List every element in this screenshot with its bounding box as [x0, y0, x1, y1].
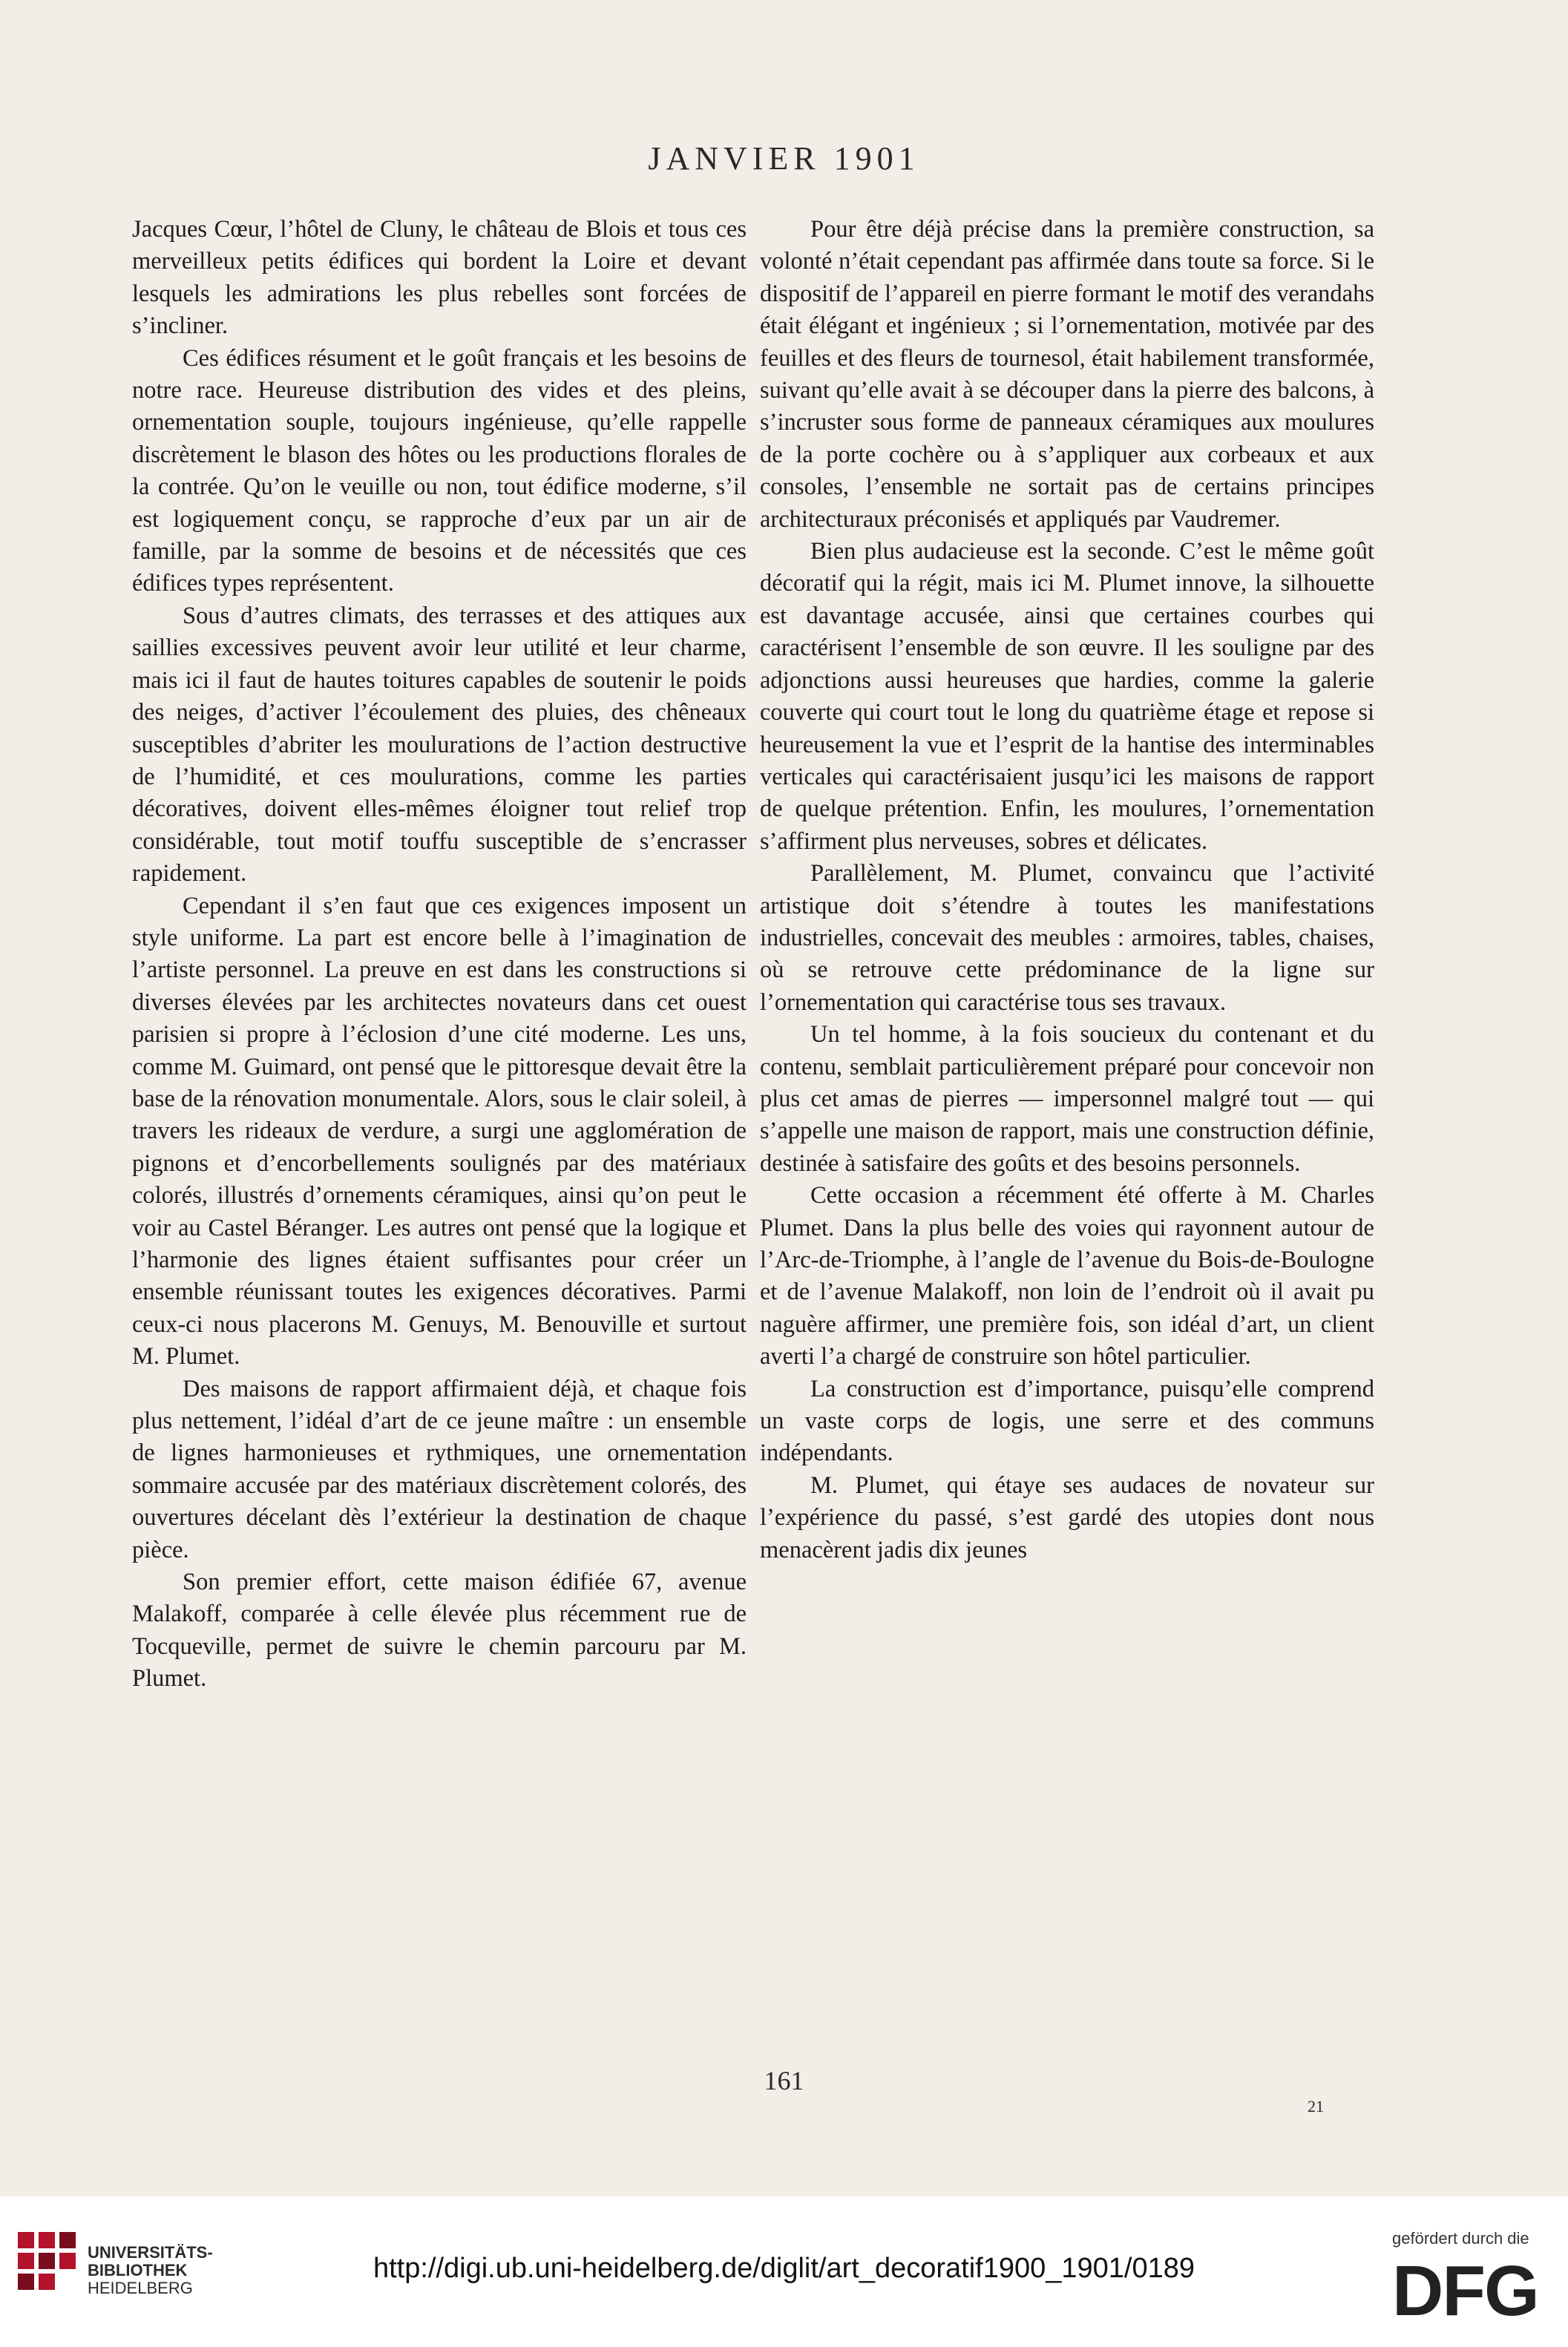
digitization-footer [0, 2196, 1568, 2347]
funding-note: gefördert durch die [1392, 2229, 1529, 2248]
source-url[interactable]: http://digi.ub.uni-heidelberg.de/diglit/art_decoratif1900_1901/0189 [373, 2253, 1195, 2284]
right-column [760, 214, 1374, 1566]
paragraph: Son premier effort, cette maison édifiée 67, avenue Malakoff, comparée à celle élevée plus récemment rue de Tocqueville, permet de suivre le chemin parcouru par M. Plumet. [132, 1569, 747, 1693]
dfg-logo: DFG [1392, 2251, 1538, 2331]
paragraph: Un tel homme, à la fois soucieux du contenant et du contenu, semblait particulièrement préparé pour concevoir non plus cet amas de pierres — impersonnel malgré tout — qui s’appelle une maison de rapport, mais une construction définie, destinée à satisfaire des goûts et des besoins personnels. [760, 1021, 1374, 1177]
signature-mark: 21 [1308, 2097, 1324, 2115]
running-head: JANVIER 1901 [648, 140, 920, 177]
library-name: UNIVERSITÄTS- BIBLIOTHEK HEIDELBERG [88, 2243, 213, 2297]
paragraph: M. Plumet, qui étaye ses audaces de novateur sur l’expérience du passé, s’est gardé des utopies dont nous menacèrent jadis dix jeunes [760, 1471, 1374, 1563]
paragraph: Ces édifices résument et le goût français et les besoins de notre race. Heureuse distribution des vides et des pleins, ornementation souple, toujours ingénieuse, qu’elle rappelle discrètement le blason des hôtes ou les productions florales de la contrée. Qu’on le veuille ou non, tout édifice moderne, s’il est logiquement conçu, se rapproche d’eux par un air de famille, par la somme de besoins et de nécessités que ces édifices types représentent. [132, 344, 747, 597]
paragraph: Pour être déjà précise dans la première construction, sa volonté n’était cependant pas affirmée dans toute sa force. Si le dispositif de l’appareil en pierre formant le motif des verandahs était élégant et ingénieux ; si l’ornementation, motivée par des feuilles et des fleurs de tournesol, était habilement transformée, suivant qu’elle avait à se découper dans la pierre des balcons, à s’incruster sous forme de panneaux céramiques aux moulures de la porte cochère ou à s’appliquer aux corbeaux et aux consoles, l’ensemble ne sortait pas de certains principes architecturaux préconisés et appliqués par Vaudremer. [760, 216, 1374, 533]
paragraph: Des maisons de rapport affirmaient déjà, et chaque fois plus nettement, l’idéal d’art de ce jeune maître : un ensemble de lignes harmonieuses et rythmiques, une ornementation sommaire accusée par des matériaux discrètement colorés, des ouvertures décelant dès l’extérieur la destination de chaque pièce. [132, 1375, 747, 1563]
paragraph: Cependant il s’en faut que ces exigences imposent un style uniforme. La part est encore belle à l’imagination de l’artiste personnel. La preuve en est dans les constructions si diverses élevées par les architectes novateurs dans cet ouest parisien si propre à l’éclosion d’une cité moderne. Les uns, comme M. Guimard, ont pensé que le pittoresque devait être la base de la rénovation monumentale. Alors, sous le clair soleil, à travers les rideaux de verdure, a surgi une agglomération de pignons et d’encorbellements soulignés par des matériaux colorés, illustrés d’ornements céramiques, ainsi qu’on peut le voir au Castel Béranger. Les autres ont pensé que la logique et l’harmonie des lignes étaient suffisantes pour créer un ensemble réunissant toutes les exigences décoratives. Parmi ceux-ci nous placerons M. Genuys, M. Benouville et surtout M. Plumet. [132, 892, 747, 1371]
paragraph: Cette occasion a récemment été offerte à M. Charles Plumet. Dans la plus belle des voies qui rayonnent autour de l’Arc-de-Triomphe, à l’angle de l’avenue du Bois-de-Boulogne et de l’avenue Malakoff, non loin de l’endroit où il avait pu naguère affirmer, une première fois, son idéal d’art, un client averti l’a chargé de construire son hôtel particulier. [760, 1182, 1374, 1371]
paragraph: Bien plus audacieuse est la seconde. C’est le même goût décoratif qui la régit, mais ici M. Plumet innove, la silhouette est davantage accusée, ainsi que certaines courbes qui caractérisent l’ensemble de son œuvre. Il les souligne par des adjonctions aussi heureuses que hardies, comme la galerie couverte qui court tout le long du quatrième étage et repose si heureusement la vue et l’esprit de la hantise des interminables verticales qui caractérisaient jusqu’ici les maisons de rapport de quelque prétention. Enfin, les moulures, l’ornementation s’affirment plus nerveuses, sobres et délicates. [760, 538, 1374, 855]
left-column [132, 214, 747, 1696]
paragraph: La construction est d’importance, puisqu’elle comprend un vaste corps de logis, une serre et des communs indépendants. [760, 1375, 1374, 1467]
paragraph: Parallèlement, M. Plumet, convaincu que l’activité artistique doit s’étendre à toutes les manifestations industrielles, concevait des meubles : armoires, tables, chaises, où se retrouve cette prédominance de la ligne sur l’ornementation qui caractérise tous ses travaux. [760, 860, 1374, 1016]
page-number: 161 [764, 2066, 804, 2095]
paragraph: Sous d’autres climats, des terrasses et des attiques aux saillies excessives peuvent avoir leur utilité et leur charme, mais ici il faut de hautes toitures capables de soutenir le poids des neiges, d’activer l’écoulement des pluies, des chêneaux susceptibles d’abriter les moulurations de l’action destructive de l’humidité, et ces moulurations, comme les parties décoratives, doivent elles-mêmes éloigner tout relief trop considérable, tout motif touffu susceptible de s’encrasser rapidement. [132, 602, 747, 887]
paragraph: Jacques Cœur, l’hôtel de Cluny, le château de Blois et tous ces merveilleux petits édifices qui bordent la Loire et devant lesquels les admirations les plus rebelles sont forcées de s’incliner. [132, 216, 747, 340]
